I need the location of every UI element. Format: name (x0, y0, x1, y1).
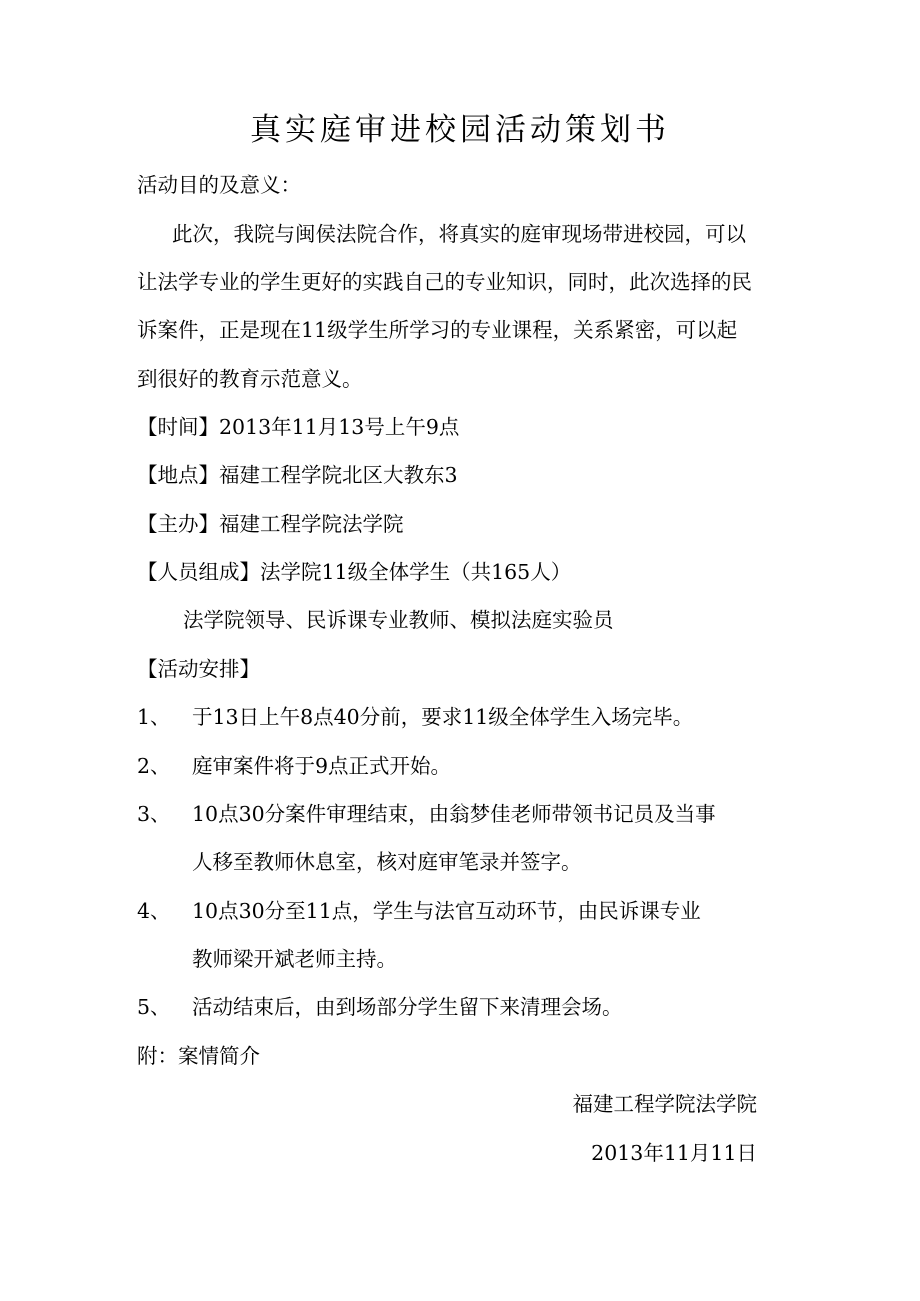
schedule-item-text-continued: 教师梁开斌老师主持。 (192, 947, 397, 971)
schedule-item-text: 于13日上午8点40分前，要求11级全体学生入场完毕。 (192, 705, 694, 729)
info-members-extra: 法学院领导、民诉课专业教师、模拟法庭实验员 (183, 608, 614, 632)
info-time: 【时间】2013年11月13号上午9点 (137, 415, 460, 439)
schedule-item-number: 5、 (137, 995, 171, 1019)
schedule-item-number: 2、 (137, 754, 171, 778)
schedule-item-number: 3、 (137, 802, 171, 826)
schedule-item-text: 10点30分案件审理结束，由翁梦佳老师带领书记员及当事 (192, 802, 716, 826)
document-title: 真实庭审进校园活动策划书 (250, 112, 670, 148)
schedule-item-text: 庭审案件将于9点正式开始。 (192, 754, 452, 778)
info-host: 【主办】福建工程学院法学院 (137, 512, 404, 536)
info-place: 【地点】福建工程学院北区大教东3 (137, 463, 458, 487)
schedule-item-text: 10点30分至11点，学生与法官互动环节，由民诉课专业 (192, 899, 701, 923)
info-members: 【人员组成】法学院11级全体学生（共165人） (137, 560, 572, 584)
schedule-item-text: 活动结束后，由到场部分学生留下来清理会场。 (192, 995, 623, 1019)
schedule-item-text-continued: 人移至教师休息室，核对庭审笔录并签字。 (192, 850, 582, 874)
purpose-heading: 活动目的及意义： (137, 173, 301, 197)
schedule-heading: 【活动安排】 (137, 657, 260, 681)
schedule-item-number: 4、 (137, 899, 171, 923)
purpose-line-4: 到很好的教育示范意义。 (137, 367, 363, 391)
schedule-item-number: 1、 (137, 705, 171, 729)
purpose-line-2: 让法学专业的学生更好的实践自己的专业知识，同时，此次选择的民 (137, 270, 752, 294)
purpose-line-1: 此次，我院与闽侯法院合作，将真实的庭审现场带进校园，可以 (172, 222, 746, 246)
purpose-line-3: 诉案件，正是现在11级学生所学习的专业课程，关系紧密，可以起 (137, 318, 738, 342)
appendix-note: 附：案情简介 (137, 1044, 260, 1068)
signature-date: 2013年11月11日 (591, 1141, 757, 1165)
signature-org: 福建工程学院法学院 (572, 1092, 757, 1116)
